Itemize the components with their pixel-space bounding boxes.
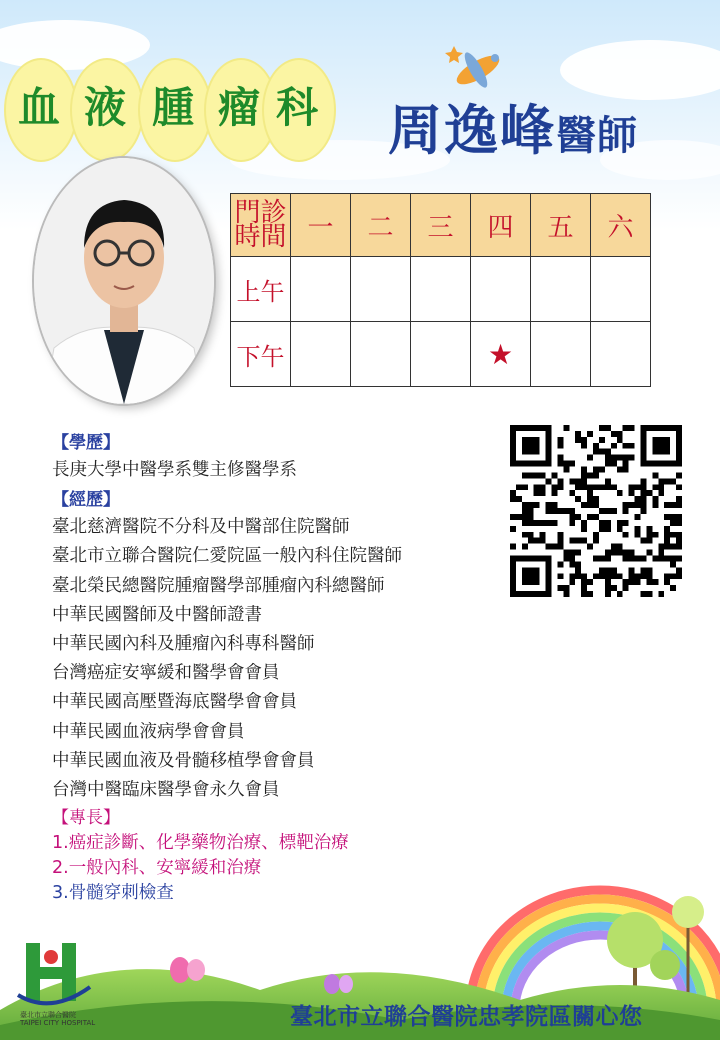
schedule-cell (351, 322, 411, 387)
schedule-cell (591, 257, 651, 322)
schedule-cell (531, 257, 591, 322)
row-label: 上午 (231, 257, 291, 322)
schedule-cell (291, 322, 351, 387)
schedule-cell (411, 322, 471, 387)
hospital-name-en: TAIPEI CITY HOSPITAL (20, 1019, 96, 1027)
department-char: 科 (275, 83, 318, 132)
day-header: 三 (411, 194, 471, 257)
department-char: 血 (17, 83, 60, 132)
schedule-cell (291, 257, 351, 322)
department-char: 腫 (151, 83, 194, 132)
department-char: 液 (83, 83, 126, 132)
experience-item: 臺北榮民總醫院腫瘤醫學部腫瘤內科總醫師 (52, 575, 385, 596)
doctor-profile (52, 428, 492, 906)
schedule-cell (411, 257, 471, 322)
footer-slogan: 臺北市立聯合醫院忠孝院區關心您 (290, 1004, 643, 1030)
doctor-name: 周逸峰 (388, 99, 556, 162)
education-item: 長庚大學中醫學系雙主修醫學系 (52, 460, 297, 480)
star-icon: ★ (471, 322, 531, 387)
experience-item: 中華民國內科及腫瘤內科專科醫師 (52, 633, 315, 654)
schedule-row-afternoon (231, 322, 651, 387)
doctor-name-block (388, 88, 638, 162)
schedule-corner (231, 194, 291, 257)
education-heading: 【學歷】 (52, 433, 120, 453)
qr-code[interactable] (510, 425, 682, 597)
experience-item: 台灣癌症安寧緩和醫學會會員 (52, 663, 280, 684)
hospital-name-zh: 臺北市立聯合醫院 (20, 1011, 76, 1019)
experience-heading: 【經歷】 (52, 490, 120, 511)
hospital-logo (12, 935, 102, 1015)
airplane-icon (440, 40, 510, 95)
day-header: 五 (531, 194, 591, 257)
experience-item: 中華民國血液病學會會員 (52, 721, 245, 742)
specialty-item: 1.癌症診斷、化學藥物治療、標靶治療 (52, 833, 349, 854)
schedule-cell (471, 257, 531, 322)
schedule-cell (591, 322, 651, 387)
schedule-cell (531, 322, 591, 387)
experience-item: 中華民國醫師及中醫師證書 (52, 604, 262, 625)
row-label: 下午 (231, 322, 291, 387)
day-header: 四 (471, 194, 531, 257)
specialty-item: 2.一般內科、安寧緩和治療 (52, 858, 262, 879)
department-char: 瘤 (217, 83, 260, 132)
experience-item: 臺北市立聯合醫院仁愛院區一般內科住院醫師 (52, 546, 402, 567)
experience-item: 中華民國血液及骨髓移植學會會員 (52, 750, 315, 771)
day-header: 一 (291, 194, 351, 257)
schedule-cell (351, 257, 411, 322)
corner-line-1: 門診 (234, 198, 287, 228)
specialty-item: 3.骨髓穿刺檢查 (52, 883, 174, 904)
corner-line-2: 時間 (234, 222, 287, 252)
day-header: 二 (351, 194, 411, 257)
doctor-title: 醫師 (556, 113, 638, 159)
doctor-photo (34, 158, 214, 404)
clinic-schedule-table (230, 193, 651, 387)
day-header: 六 (591, 194, 651, 257)
experience-item: 臺北慈濟醫院不分科及中醫部住院醫師 (52, 517, 350, 538)
specialty-heading: 【專長】 (52, 808, 120, 829)
experience-item: 中華民國高壓暨海底醫學會會員 (52, 692, 297, 713)
experience-item: 台灣中醫臨床醫學會永久會員 (52, 779, 280, 800)
schedule-row-morning (231, 257, 651, 322)
department-title (0, 58, 340, 162)
schedule-header-row (231, 194, 651, 257)
